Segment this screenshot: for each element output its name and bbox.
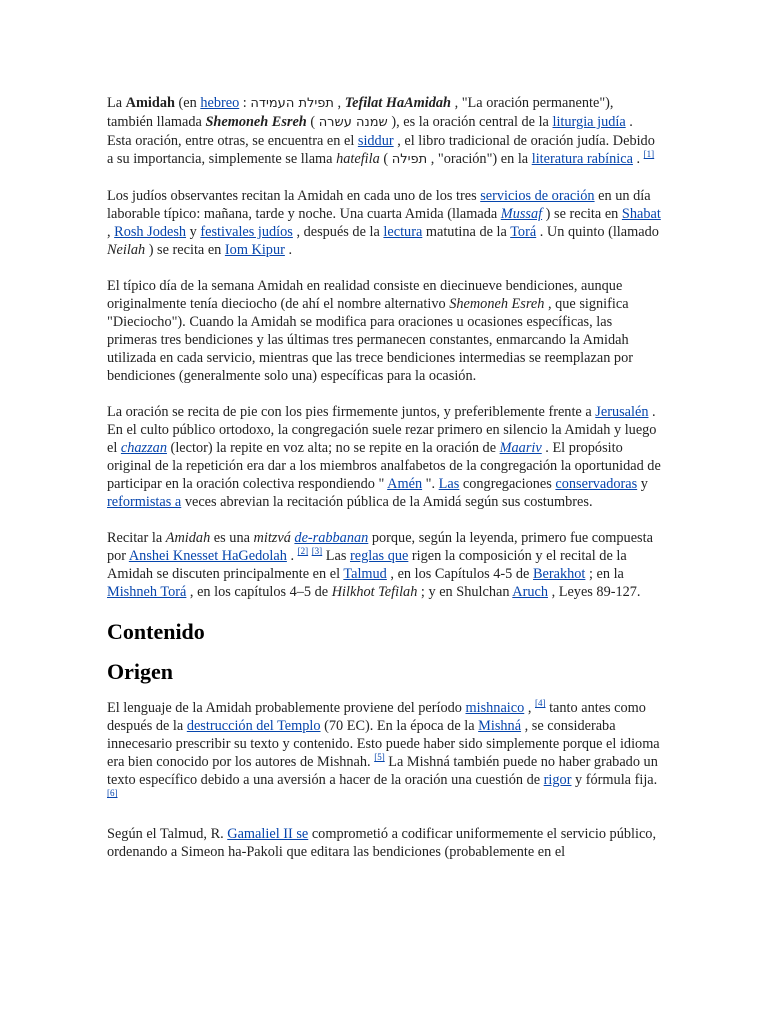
term-tefilat-haamidah: Tefilat HaAmidah: [344, 95, 451, 111]
heading-contenido: Contenido: [107, 619, 205, 644]
ref-3[interactable]: [3]: [311, 546, 323, 557]
link-siddur[interactable]: siddur: [357, 133, 394, 149]
link-servicios-de-oracion[interactable]: servicios de oración: [480, 188, 595, 204]
link-maariv[interactable]: Maariv: [499, 440, 542, 456]
term-shemoneh-esreh-2: Shemoneh Esreh: [449, 296, 545, 312]
paragraph-blessings: El típico día de la semana Amidah en realidad consiste en diecinueve bendiciones, aunque originalmente tenía dieciocho (de ahí el nombre alternativo Shemoneh Esreh , que significa "Dieciocho"). Cuando la Amidah se modifica para oraciones u ocasiones específicas, las primeras tres bendiciones y las últimas tres permanecen constantes, enmarcando la Amidah utilizada en cada servicio, mientras que las trece bendiciones intermedias se reemplazan por bendiciones (generalmente solo una) específicas para la ocasión.: [107, 278, 633, 384]
link-lectura[interactable]: lectura: [383, 224, 423, 240]
paragraph-origin: El lenguaje de la Amidah probablemente proviene del período mishnaico , [4] tanto antes como después de la destrucción del Templo (70 EC). En la época de la Mishná , se consideraba innecesario prescribir su texto y contenido. Esto puede haber sido simplemente porque el idioma era bien conocido por los autores de Mishnah. [5] La Mishná también puede no haber grabado un texto específico debido a una aversión a hacer de la oración una cuestión de rigor y fórmula fija. [6]: [107, 698, 660, 799]
link-shabat[interactable]: Shabat: [621, 206, 661, 222]
link-mishnaico[interactable]: mishnaico: [465, 700, 525, 716]
ref-1[interactable]: [1]: [643, 149, 655, 160]
heading-origen: Origen: [107, 659, 173, 684]
term-amidah-italic: Amidah: [165, 530, 211, 546]
ref-5[interactable]: [5]: [374, 752, 385, 763]
link-festivales-judios[interactable]: festivales judíos: [200, 224, 293, 240]
paragraph-recitation: Los judíos observantes recitan la Amidah en cada uno de los tres servicios de oración en un día laborable típico: mañana, tarde y noche. Una cuarta Amida (llamada Mussaf ) se recita en Shabat , Rosh Jodesh y festivales judíos , después de la lectura matutina de la Torá . Un quinto (llamado Neilah ) se recita en Iom Kipur .: [107, 188, 661, 258]
link-mishna[interactable]: Mishná: [478, 718, 522, 734]
link-rigor[interactable]: rigor: [543, 772, 572, 788]
hebrew-shemoneh-esreh: שמנה עשרה: [318, 115, 388, 130]
link-mishneh-tora[interactable]: Mishneh Torá: [107, 584, 187, 600]
link-amen[interactable]: Amén: [387, 476, 423, 492]
term-mitzva: mitzvá: [253, 530, 291, 546]
ref-6[interactable]: [6]: [107, 788, 118, 799]
term-shemoneh-esreh: Shemoneh Esreh: [205, 114, 307, 130]
hebrew-tefilat-haamidah: תפילת העמידה: [250, 96, 334, 111]
link-las[interactable]: Las: [438, 476, 460, 492]
hebrew-tefila: תפילה: [391, 152, 428, 167]
term-hatefila: hatefila: [336, 151, 380, 167]
link-reglas-que[interactable]: reglas que: [349, 548, 409, 564]
ref-4[interactable]: [4]: [535, 698, 546, 709]
term-hilkhot-tefilah: Hilkhot Tefilah: [331, 584, 418, 600]
ref-2[interactable]: [2]: [297, 546, 309, 557]
link-anshei-knesset-hagedolah[interactable]: Anshei Knesset HaGedolah: [128, 548, 287, 564]
link-rosh-jodesh[interactable]: Rosh Jodesh: [114, 224, 187, 240]
paragraph-mitzva: Recitar la Amidah es una mitzvá de-rabbanan porque, según la leyenda, primero fue compuesta por Anshei Knesset HaGedolah . [2] [3] Las reglas que rigen la composición y el recital de la Amidah se discuten principalmente en el Talmud , en los Capítulos 4-5 de Berakhot ; en la Mishneh Torá , en los capítulos 4–5 de Hilkhot Tefilah ; y en Shulchan Aruch , Leyes 89-127.: [107, 530, 653, 600]
term-neilah: Neilah: [107, 242, 146, 258]
link-de-rabbanan[interactable]: de-rabbanan: [294, 530, 369, 546]
link-liturgia-judia[interactable]: liturgia judía: [552, 114, 626, 130]
link-berakhot[interactable]: Berakhot: [532, 566, 586, 582]
link-reformistas[interactable]: reformistas a: [107, 494, 182, 510]
link-mussaf[interactable]: Mussaf: [500, 206, 543, 222]
link-talmud[interactable]: Talmud: [343, 566, 387, 582]
link-chazzan[interactable]: chazzan: [120, 440, 167, 456]
link-conservadoras[interactable]: conservadoras: [555, 476, 638, 492]
paragraph-talmud: Según el Talmud, R. Gamaliel II se comprometió a codificar uniformemente el servicio público, ordenando a Simeon ha-Pakoli que editara las bendiciones (probablemente en el: [107, 826, 657, 860]
link-gamaliel-ii[interactable]: Gamaliel II se: [227, 826, 309, 842]
link-jerusalen[interactable]: Jerusalén: [595, 404, 649, 420]
link-aruch[interactable]: Aruch: [512, 584, 548, 600]
paragraph-intro: La Amidah (en hebreo : תפילת העמידה , Tefilat HaAmidah , "La oración permanente"), también llamada Shemoneh Esreh ( שמנה עשרה ), es la oración central de la liturgia judía . Esta oración, entre otras, se encuentra en el siddur , el libro tradicional de oración judía. Debido a su importancia, simplemente se llama hatefila ( תפילה , "oración") en la literatura rabínica . [1]: [107, 95, 655, 167]
link-literatura-rabinica[interactable]: literatura rabínica: [531, 151, 633, 167]
link-iom-kipur[interactable]: Iom Kipur: [224, 242, 285, 258]
term-amidah: Amidah: [125, 95, 175, 111]
link-destruccion-del-templo[interactable]: destrucción del Templo: [186, 718, 321, 734]
link-hebreo[interactable]: hebreo: [200, 95, 240, 111]
link-tora[interactable]: Torá: [510, 224, 537, 240]
paragraph-standing: La oración se recita de pie con los pies firmemente juntos, y preferiblemente frente a Jerusalén . En el culto público ortodoxo, la congregación suele rezar primero en silencio la Amidah y luego el chazzan (lector) la repite en voz alta; no se repite en la oración de Maariv . El propósito original de la repetición era dar a los miembros analfabetos de la congregación la oportunidad de participar en la oración colectiva respondiendo " Amén ". Las congregaciones conservadoras y reformistas a veces abrevian la recitación pública de la Amidá según sus costumbres.: [107, 404, 661, 510]
